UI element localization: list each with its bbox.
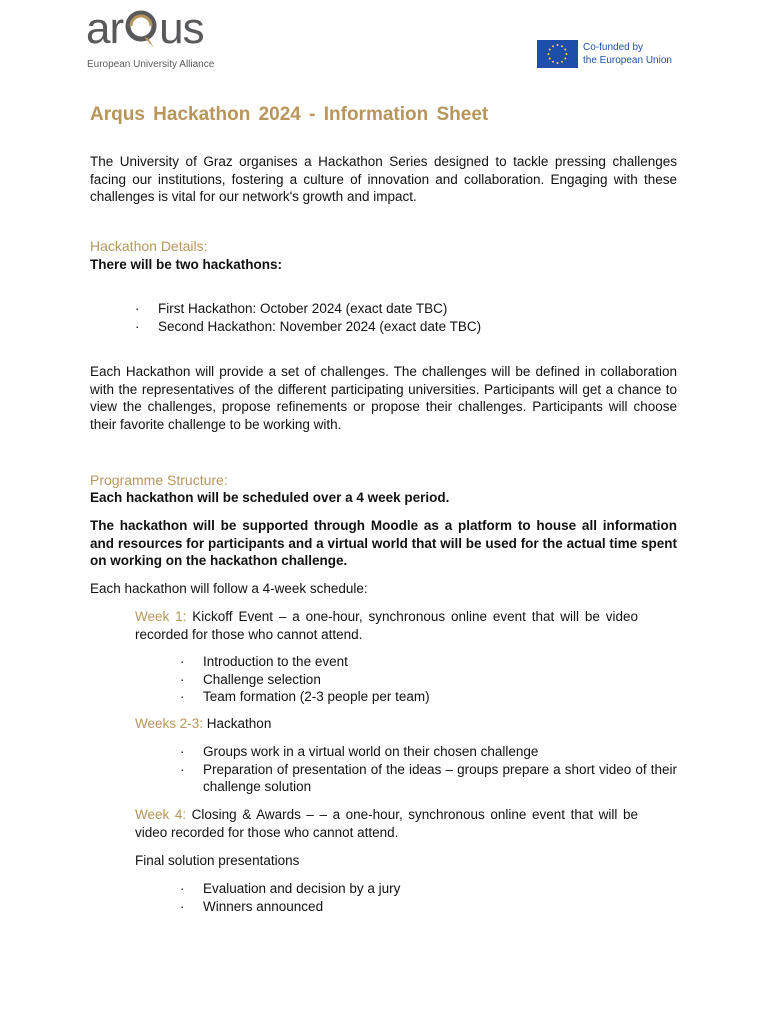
arqus-logo bbox=[86, 4, 236, 72]
logo-q-icon bbox=[124, 4, 158, 50]
eu-cofunding-text bbox=[583, 41, 672, 67]
logo-suffix: us bbox=[159, 4, 204, 53]
logo-tagline: European University Alliance bbox=[87, 59, 215, 70]
list-item bbox=[135, 300, 481, 318]
weeks-2-3-label: Weeks 2-3: bbox=[135, 716, 204, 731]
bullet-icon: · bbox=[180, 654, 185, 669]
details-subheading: There will be two hackathons: bbox=[90, 257, 283, 272]
bullet-icon: · bbox=[135, 318, 140, 334]
weeks-2-3-text: Hackathon bbox=[203, 716, 272, 731]
week-1-text: Kickoff Event – a one-hour, synchronous online event that will be video recorded for those who cannot attend. bbox=[135, 609, 638, 642]
list-item-text: Team formation (2-3 people per team) bbox=[203, 689, 430, 705]
list-item bbox=[180, 671, 430, 689]
schedule-intro: Each hackathon will follow a 4-week schedule: bbox=[90, 581, 368, 596]
list-item bbox=[180, 653, 430, 671]
week-1-description bbox=[135, 608, 638, 643]
final-presentations-text: Final solution presentations bbox=[135, 853, 300, 868]
bullet-icon: · bbox=[135, 301, 140, 316]
eu-flag-icon bbox=[537, 40, 578, 68]
logo-prefix: ar bbox=[86, 4, 124, 53]
programme-platform-text: The hackathon will be supported through Moodle as a platform to house all information and resources for participants and a virtual world that will be used for the actual time spent on working on the hackathon challenge. bbox=[90, 518, 677, 569]
list-item-text: Winners announced bbox=[203, 898, 324, 914]
weeks-2-3-description bbox=[135, 715, 638, 733]
list-item bbox=[180, 743, 677, 761]
list-item-text: Second Hackathon: November 2024 (exact date TBC) bbox=[158, 318, 482, 334]
programme-heading: Programme Structure: bbox=[90, 472, 228, 488]
week-4-label: Week 4: bbox=[135, 807, 187, 822]
challenges-paragraph: Each Hackathon will provide a set of challenges. The challenges will be defined in collaboration with the representatives of the different participating universities. Participants will get a chance to view the challenges, propose refinements or propose their challenges. Participants will choose their favorite challenge to be working with. bbox=[90, 364, 677, 432]
list-item-text: First Hackathon: October 2024 (exact date TBC) bbox=[158, 301, 448, 316]
eu-line-2: the European Union bbox=[583, 55, 672, 66]
list-item-text: Groups work in a virtual world on their chosen challenge bbox=[203, 744, 539, 759]
list-item bbox=[180, 688, 430, 706]
eu-line-1: Co-funded by bbox=[583, 42, 644, 53]
list-item-text: Evaluation and decision by a jury bbox=[203, 881, 401, 896]
week-4-description bbox=[135, 806, 638, 841]
week-4-list bbox=[180, 880, 400, 915]
week-1-list bbox=[180, 653, 430, 706]
bullet-icon: · bbox=[180, 744, 185, 759]
programme-period-text: Each hackathon will be scheduled over a 4 week period. bbox=[90, 490, 450, 505]
bullet-icon: · bbox=[180, 761, 185, 777]
list-item bbox=[180, 898, 400, 916]
bullet-icon: · bbox=[180, 671, 185, 687]
list-item-text: Introduction to the event bbox=[203, 654, 348, 669]
list-item bbox=[180, 880, 400, 898]
list-item-text: Challenge selection bbox=[203, 671, 321, 687]
weeks-2-3-list bbox=[180, 743, 677, 796]
intro-paragraph: The University of Graz organises a Hackathon Series designed to tackle pressing challenges facing our institutions, fostering a culture of innovation and collaboration. Engaging with these challenges is vital for our network's growth and impact. bbox=[90, 154, 677, 205]
bullet-icon: · bbox=[180, 898, 185, 914]
page-title: Arqus Hackathon 2024 - Information Sheet bbox=[90, 104, 489, 125]
list-item bbox=[180, 761, 677, 796]
details-heading: Hackathon Details: bbox=[90, 238, 208, 254]
bullet-icon: · bbox=[180, 689, 185, 705]
list-item bbox=[135, 318, 481, 336]
list-item-text: Preparation of presentation of the ideas – groups prepare a short video of their challenge solution bbox=[203, 761, 677, 795]
bullet-icon: · bbox=[180, 881, 185, 896]
week-4-text: Closing & Awards – – a one-hour, synchronous online event that will be video recorded for those who cannot attend. bbox=[135, 807, 638, 840]
eu-cofunding-badge bbox=[537, 40, 697, 70]
logo-wordmark bbox=[86, 4, 204, 56]
hackathon-dates-list bbox=[135, 300, 481, 335]
week-1-label: Week 1: bbox=[135, 609, 187, 624]
